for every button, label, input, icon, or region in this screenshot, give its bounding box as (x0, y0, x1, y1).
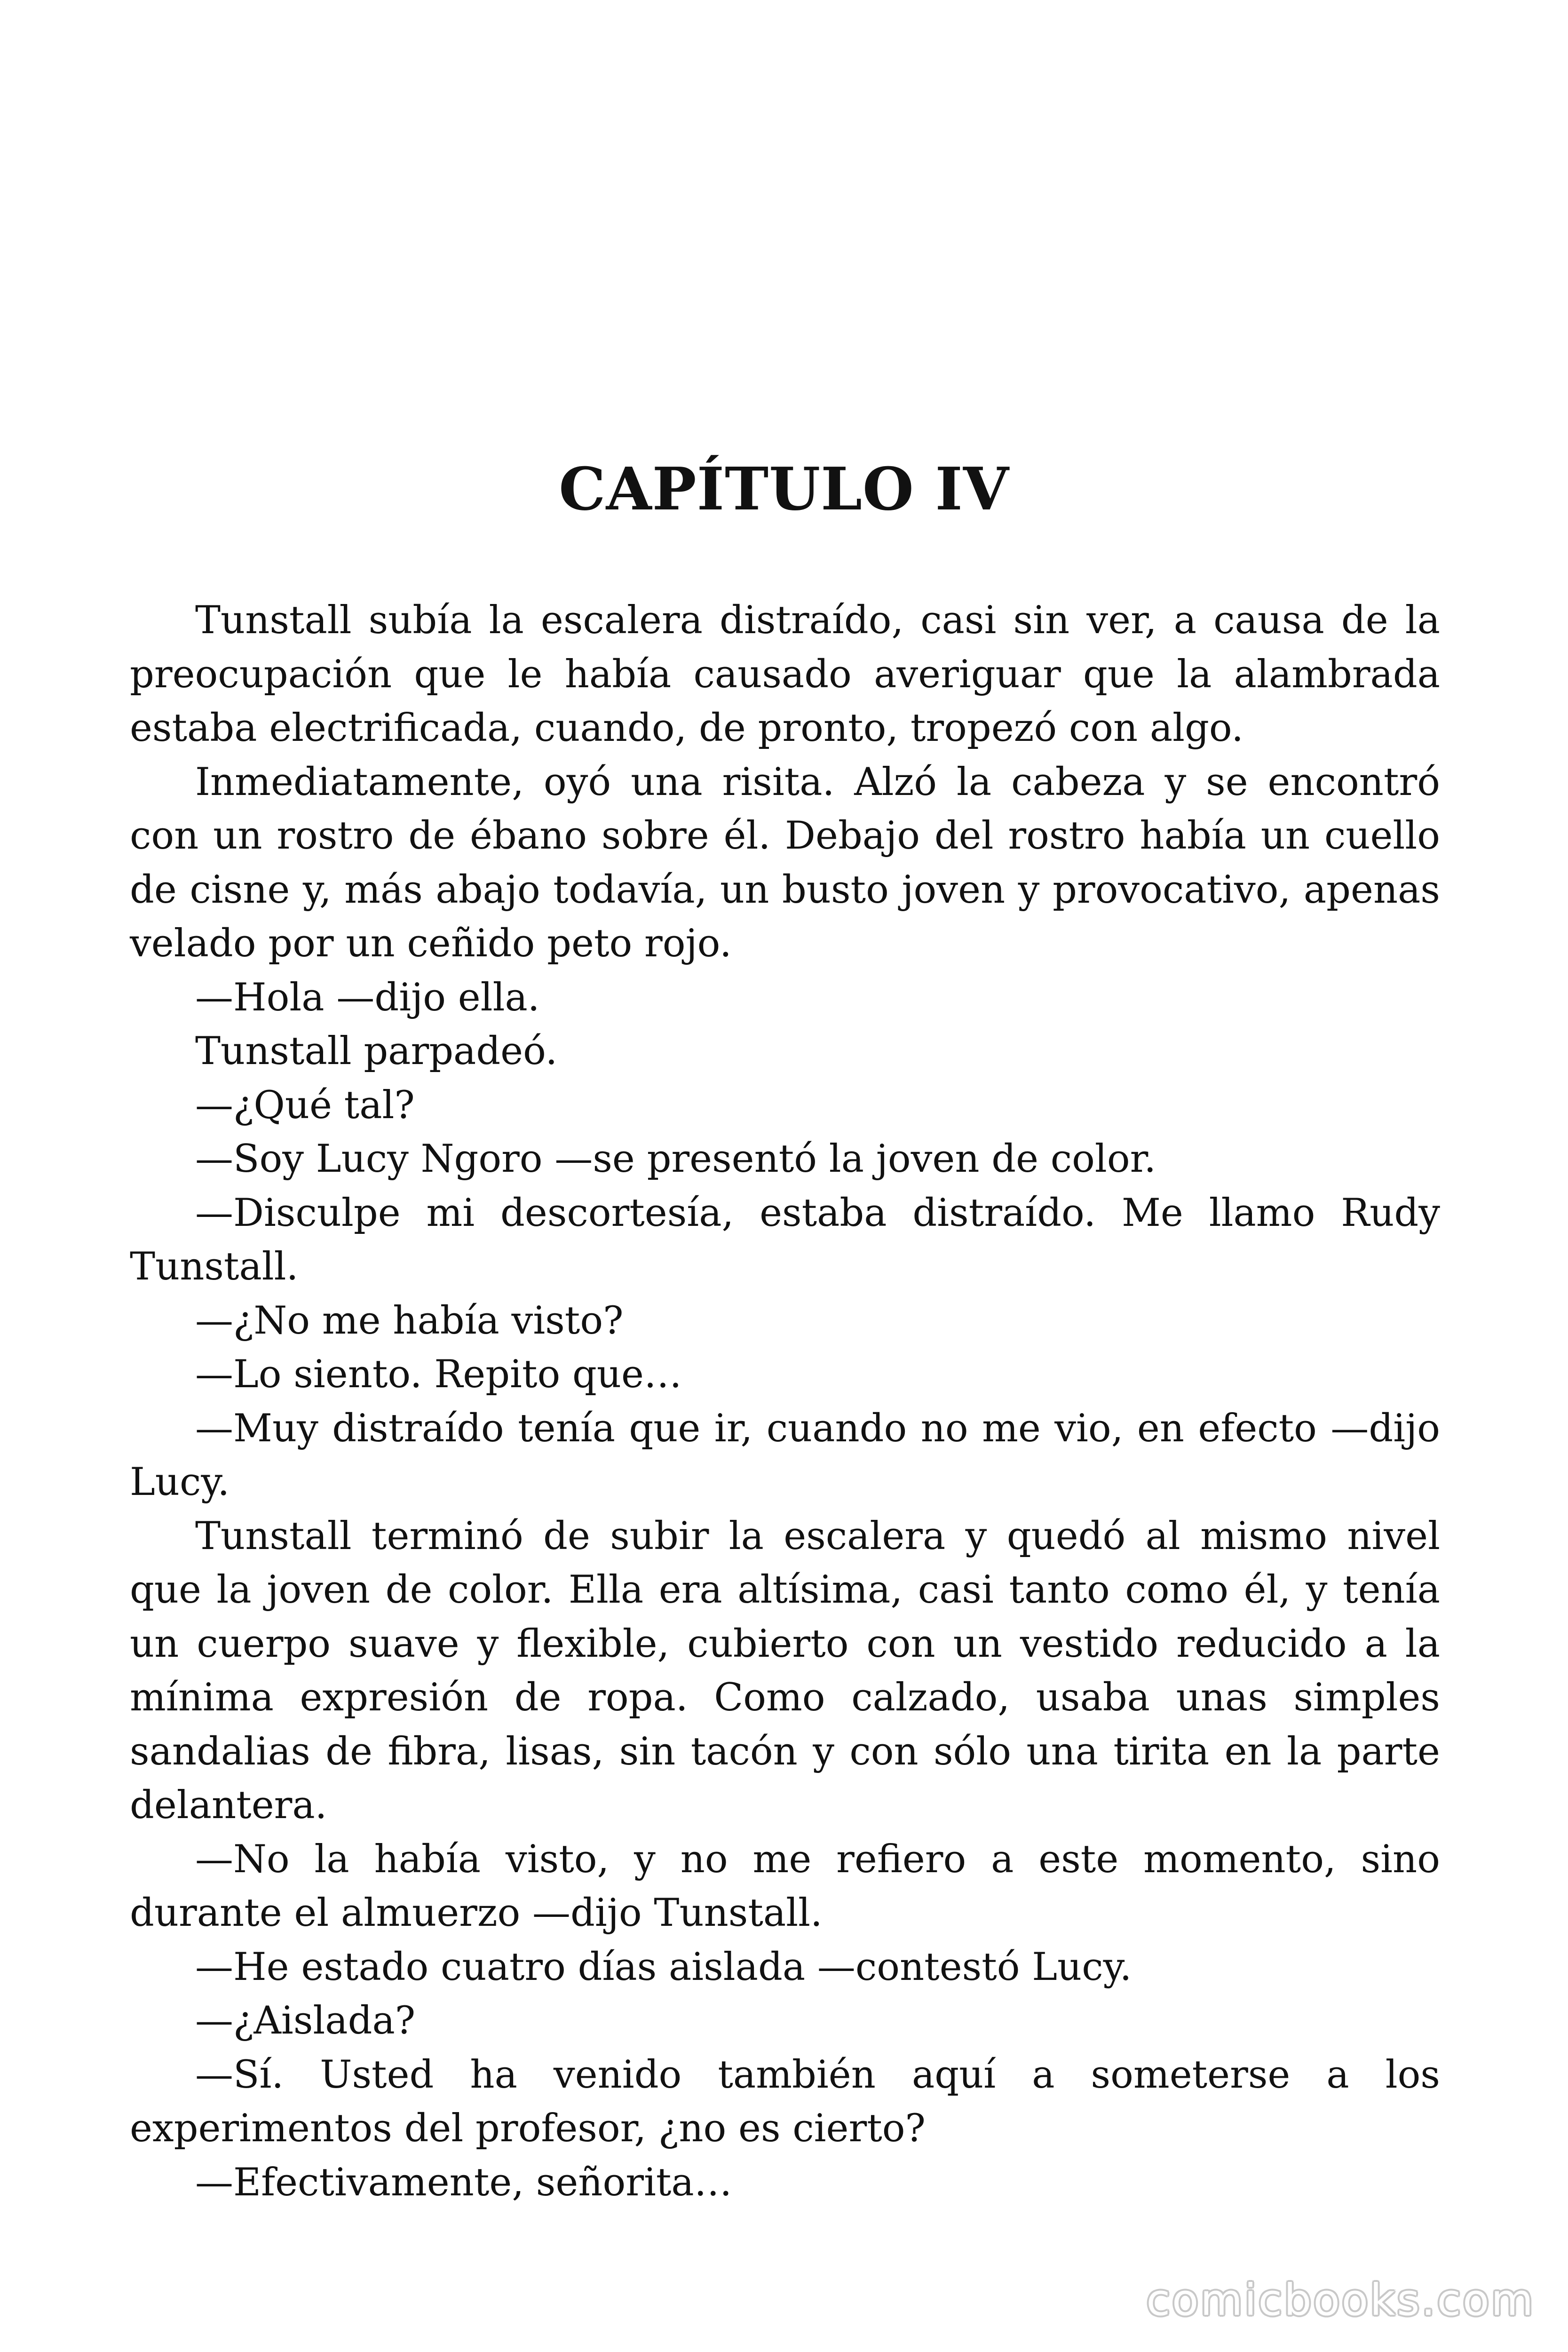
paragraph: —No la había visto, y no me refiero a este momento, sino durante el almuerzo —dijo Tunstall. (130, 1837, 1440, 1935)
paragraph: —Efectivamente, señorita… (195, 2160, 732, 2205)
paragraph: Tunstall subía la escalera distraído, casi sin ver, a causa de la preocupación que le había causado averiguar que la alambrada estaba electrificada, cuando, de pronto, tropezó con algo. (130, 598, 1440, 750)
paragraph: —¿Aislada? (195, 1999, 416, 2043)
paragraph: —Sí. Usted ha venido también aquí a someterse a los experimentos del profesor, ¿no es cierto? (130, 2052, 1440, 2151)
paragraph: —¿No me había visto? (195, 1298, 624, 1343)
chapter-body (130, 594, 1440, 2209)
paragraph: Tunstall terminó de subir la escalera y quedó al mismo nivel que la joven de color. Ella era altísima, casi tanto como él, y tenía un cuerpo suave y flexible, cubierto con un vestido reducido a la mínima expresión de ropa. Como calzado, usaba unas simples sandalias de fibra, lisas, sin tacón y con sólo una tirita en la parte delantera. (130, 1514, 1440, 1828)
paragraph: —Hola —dijo ella. (195, 975, 540, 1020)
paragraph: —Soy Lucy Ngoro —se presentó la joven de color. (195, 1137, 1156, 1181)
paragraph: —Muy distraído tenía que ir, cuando no me vio, en efecto —dijo Lucy. (130, 1406, 1440, 1504)
paragraph: —Disculpe mi descortesía, estaba distraído. Me llamo Rudy Tunstall. (130, 1191, 1440, 1289)
chapter-title: CAPÍTULO IV (559, 455, 1009, 524)
paragraph: —¿Qué tal? (195, 1083, 415, 1128)
watermark: comicbooks.com (1146, 2275, 1535, 2325)
paragraph: —He estado cuatro días aislada —contestó Lucy. (195, 1945, 1132, 1989)
paragraph: Tunstall parpadeó. (195, 1029, 558, 1073)
paragraph: —Lo siento. Repito que… (195, 1352, 682, 1397)
paragraph: Inmediatamente, oyó una risita. Alzó la cabeza y se encontró con un rostro de ébano sobre él. Debajo del rostro había un cuello de cisne y, más abajo todavía, un busto joven y provocativo, apenas velado por un ceñido peto rojo. (130, 760, 1440, 966)
